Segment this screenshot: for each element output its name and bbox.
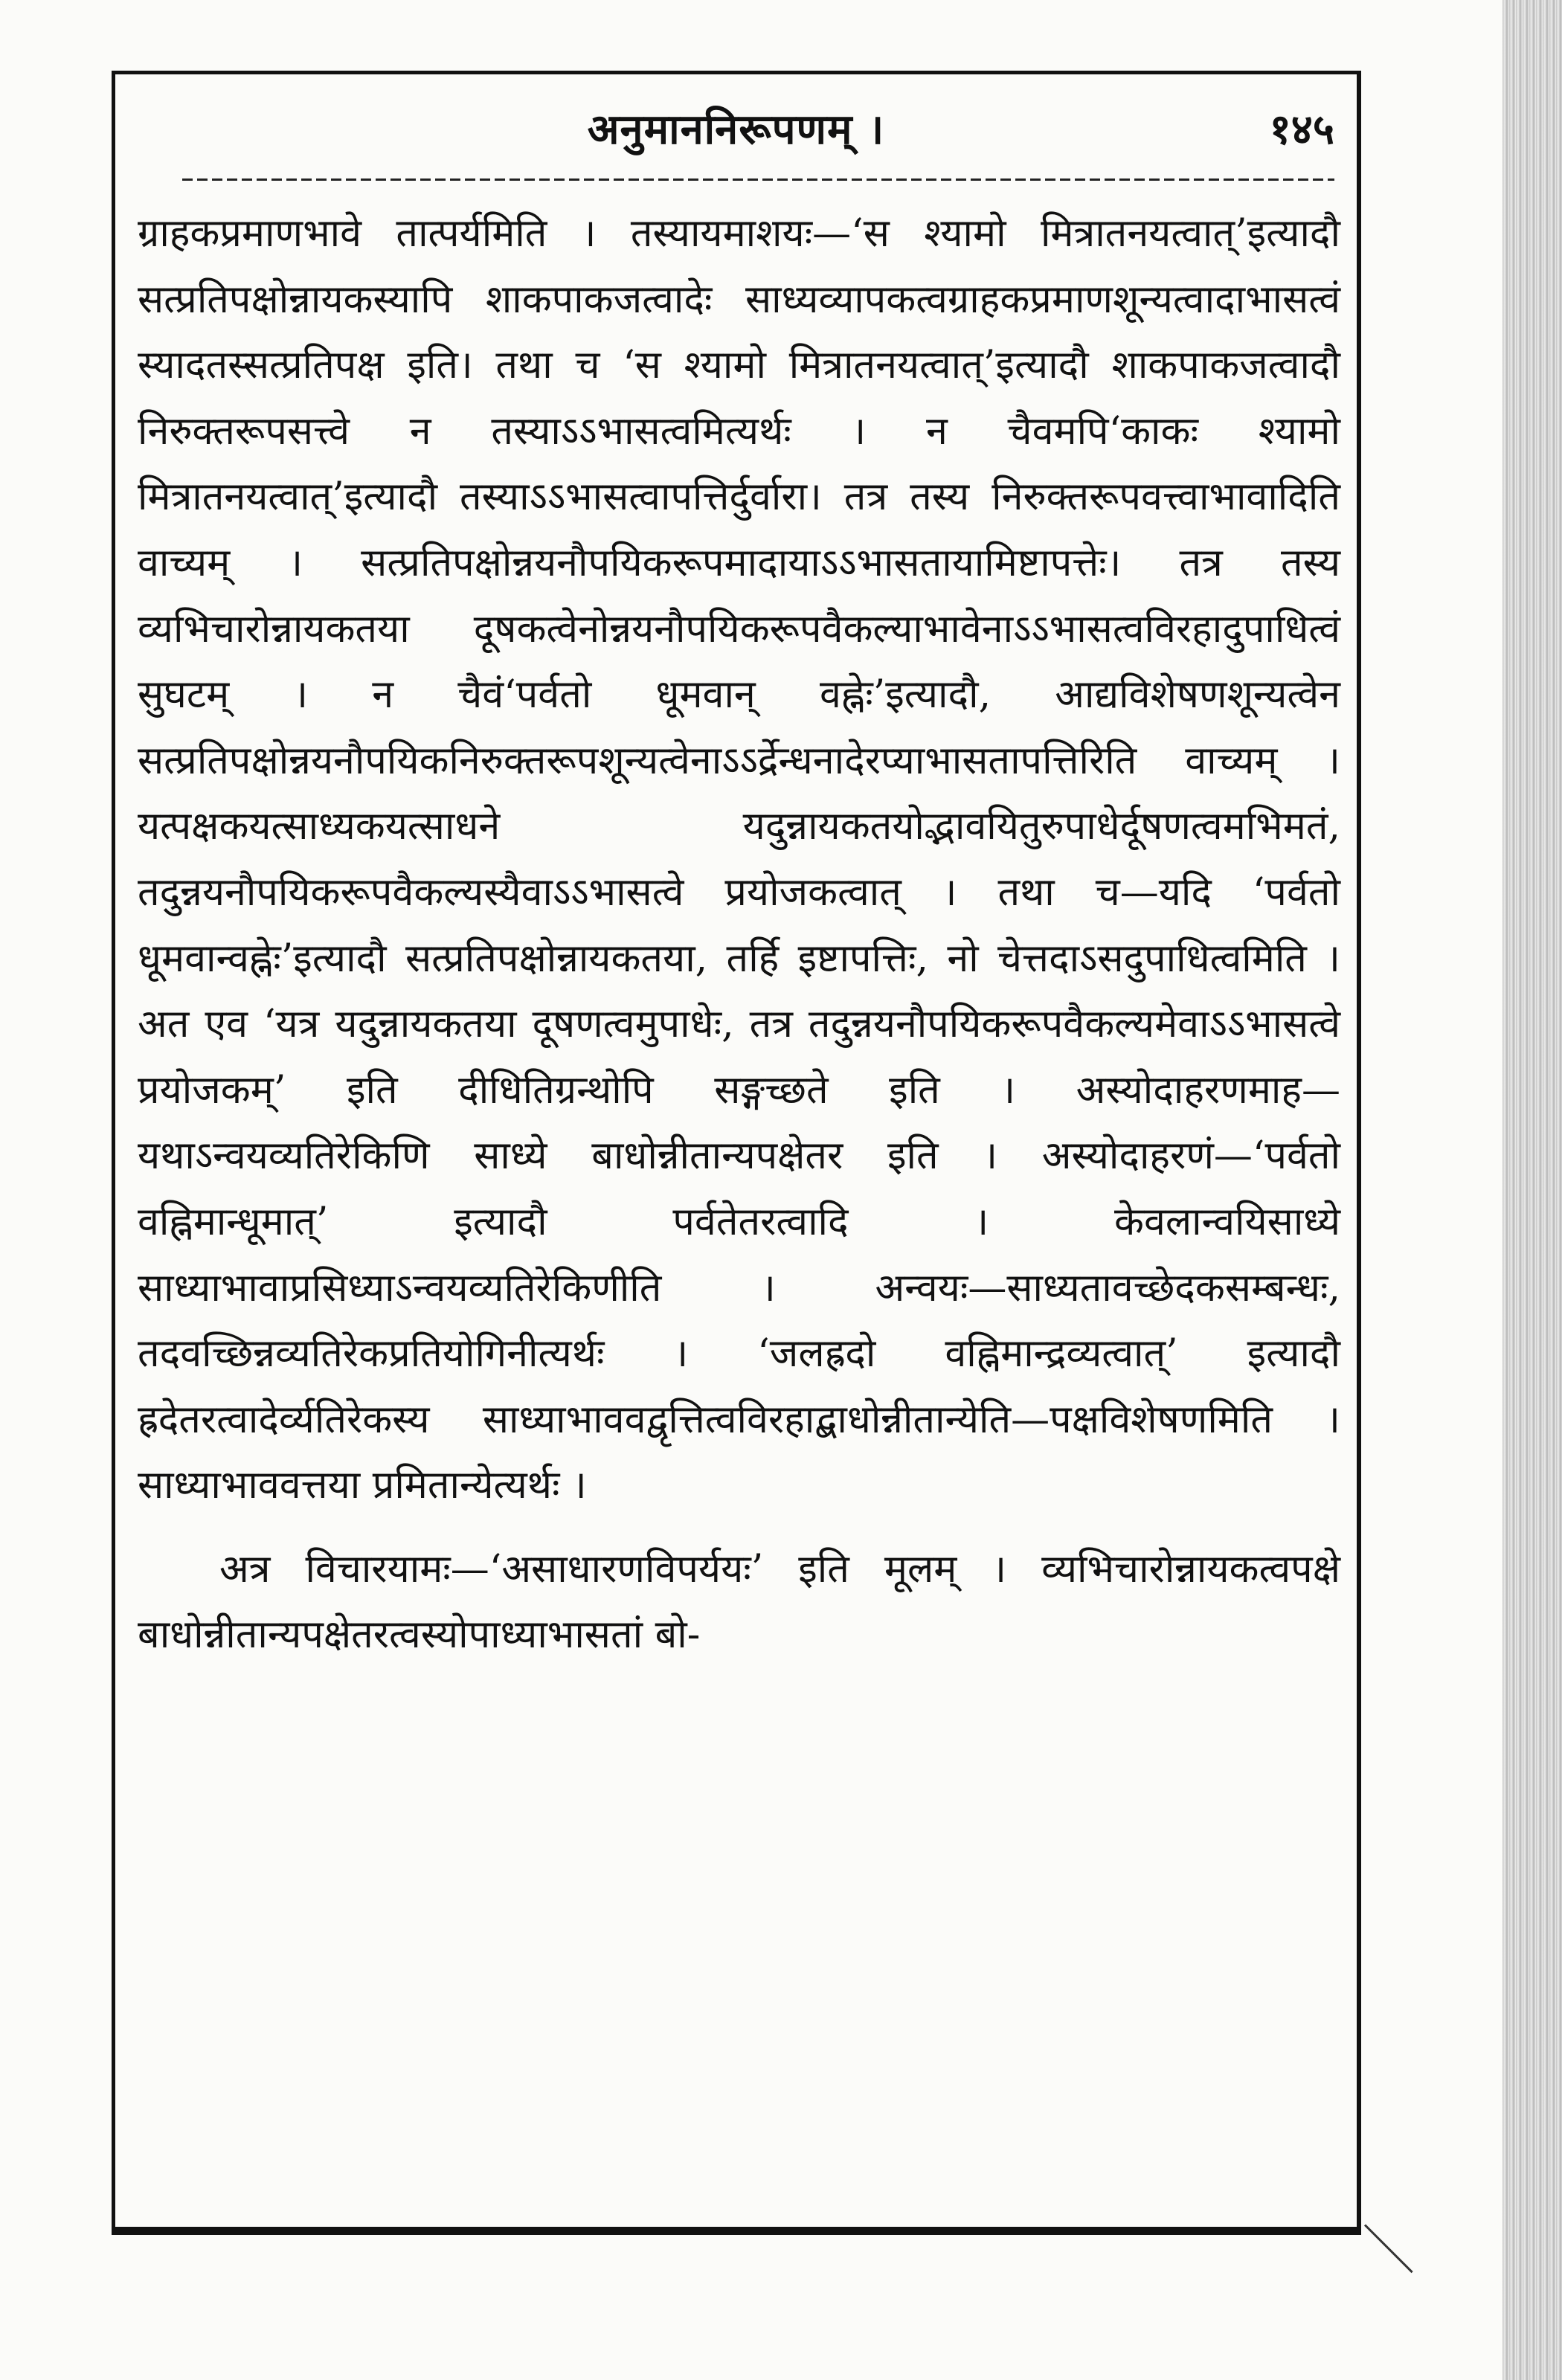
running-title: अनुमाननिरूपणम् । xyxy=(587,105,885,154)
page-frame xyxy=(112,71,1361,2235)
paragraph-1: ग्राहकप्रमाणभावे तात्पर्यमिति । तस्यायमाशयः—‘स श्यामो मित्रातनयत्वात्’इत्यादौ सत्प्रतिपक्षोन्नायकस्यापि शाकपाकजत्वादेः साध्यव्यापकत्वग्राहकप्रमाणशून्यत्वादाभासत्वं स्यादतस्सत्प्रतिपक्ष इति। तथा च ‘स श्यामो मित्रातनयत्वात्’इत्यादौ शाकपाकजत्वादौ निरुक्तरूपसत्त्वे न तस्याऽऽभासत्वमित्यर्थः । न चैवमपि‘काकः श्यामो मित्रातनयत्वात्’इत्यादौ तस्याऽऽभासत्वापत्तिर्दुर्वारा। तत्र तस्य निरुक्तरूपवत्त्वाभावादिति वाच्यम् । सत्प्रतिपक्षोन्नयनौपयिकरूपमादायाऽऽभासतायामिष्टापत्तेः। तत्र तस्य व्यभिचारोन्नायकतया दूषकत्वेनोन्नयनौपयिकरूपवैकल्याभावेनाऽऽभासत्वविरहादुपाधित्वं सुघटम् । न चैवं‘पर्वतो धूमवान् वह्नेः’इत्यादौ, आद्यविशेषणशून्यत्वेन सत्प्रतिपक्षोन्नयनौपयिकनिरुक्तरूपशून्यत्वेनाऽऽर्द्रेन्धनादेरप्याभासतापत्तिरिति वाच्यम् । यत्पक्षकयत्साध्यकयत्साधने यदुन्नायकतयोद्भावयितुरुपाधेर्दूषणत्वमभिमतं, तदुन्नयनौपयिकरूपवैकल्यस्यैवाऽऽभासत्वे प्रयोजकत्वात् । तथा च—यदि ‘पर्वतो धूमवान्वह्नेः’इत्यादौ सत्प्रतिपक्षोन्नायकतया, तर्हि इष्टापत्तिः, नो चेत्तदाऽसदुपाधित्वमिति । अत एव ‘यत्र यदुन्नायकतया दूषणत्वमुपाधेः, तत्र तदुन्नयनौपयिकरूपवैकल्यमेवाऽऽभासत्वे प्रयोजकम्’ इति दीधितिग्रन्थोपि सङ्गच्छते इति । अस्योदाहरणमाह—यथाऽन्वयव्यतिरेकिणि साध्ये बाधोन्नीतान्यपक्षेतर इति । अस्योदाहरणं—‘पर्वतो वह्निमान्धूमात्’ इत्यादौ पर्वतेतरत्वादि । केवलान्वयिसाध्ये साध्याभावाप्रसिध्याऽन्वयव्यतिरेकिणीति । अन्वयः—साध्यतावच्छेदकसम्बन्धः, तदवच्छिन्नव्यतिरेकप्रतियोगिनीत्यर्थः । ‘जलह्रदो वह्निमान्द्रव्यत्वात्’ इत्यादौ ह्रदेतरत्वादेर्व्यतिरेकस्य साध्याभाववद्वृत्तित्वविरहाद्बाधोन्नीतान्येति—पक्षविशेषणमिति । साध्याभाववत्तया प्रमितान्येत्यर्थः । xyxy=(138,211,1340,1508)
scan-edge xyxy=(1502,0,1562,2380)
page-header xyxy=(115,91,1357,173)
header-rule xyxy=(182,178,1334,181)
margin-pen-mark xyxy=(1364,2224,1413,2273)
page-number: १४५ xyxy=(1269,105,1334,154)
paragraph-2: अत्र विचारयामः—‘असाधारणविपर्ययः’ इति मूलम् । व्यभिचारोन्नायकत्वपक्षे बाधोन्नीतान्यपक्षेतरत्वस्योपाध्याभासतां बो- xyxy=(138,1546,1340,1658)
body-text xyxy=(138,201,1340,1668)
bottom-rule xyxy=(115,2227,1357,2231)
